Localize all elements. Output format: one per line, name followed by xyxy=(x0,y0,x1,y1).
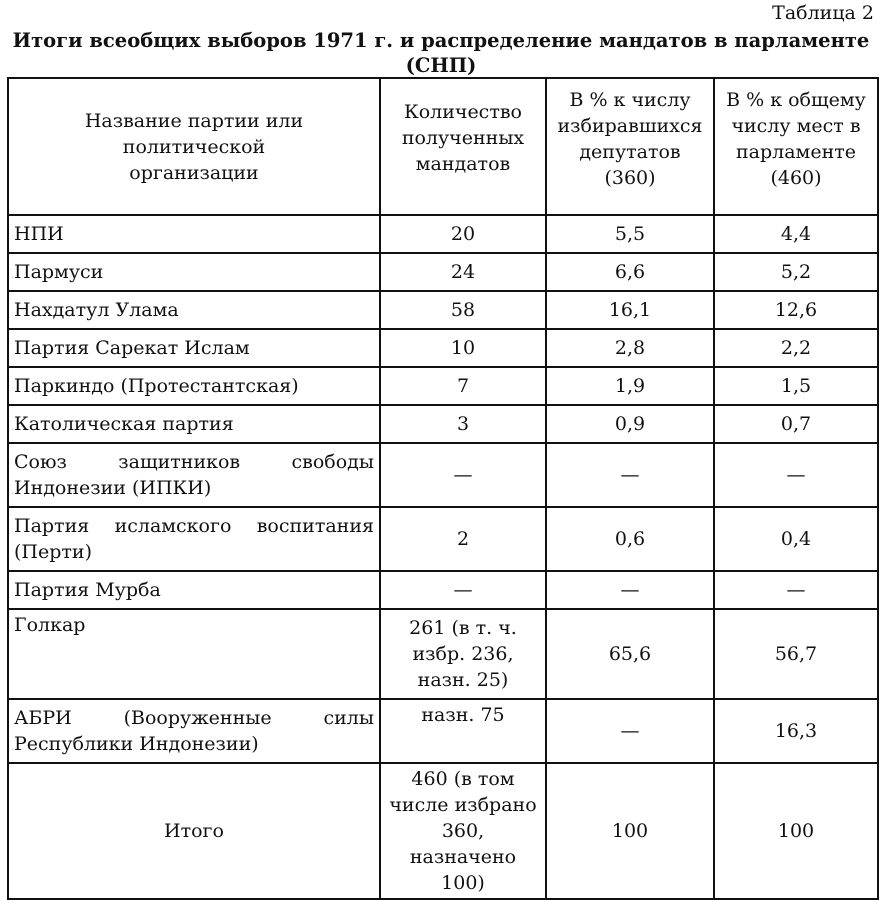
pct-total-cell: — xyxy=(714,571,878,609)
table-row xyxy=(8,571,878,609)
table-title xyxy=(0,28,882,78)
table-row xyxy=(8,253,878,291)
party-name: Партия Сарекат Ислам xyxy=(8,329,380,367)
pct-elected-cell: — xyxy=(546,571,714,609)
table-title-line-1: Итоги всеобщих выборов 1971 г. и распределение мандатов в парламенте xyxy=(12,29,870,52)
table-row xyxy=(8,367,878,405)
pct-total-cell: 0,4 xyxy=(714,507,878,571)
pct-total-cell: 16,3 xyxy=(714,699,878,763)
party-name: НПИ xyxy=(8,215,380,253)
party-name: Союз защитников свободы Индонезии (ИПКИ) xyxy=(8,443,380,507)
pct-total-cell: 5,2 xyxy=(714,253,878,291)
pct-elected-cell: 2,8 xyxy=(546,329,714,367)
header-pct-elected: В % к числу избиравшихся депутатов (360) xyxy=(546,78,714,215)
pct-total-cell: 12,6 xyxy=(714,291,878,329)
table-title-line-2: (СНП) xyxy=(405,54,477,77)
pct-elected-cell: — xyxy=(546,443,714,507)
pct-elected-cell: 0,6 xyxy=(546,507,714,571)
table-row xyxy=(8,291,878,329)
mandates-cell: 261 (в т. ч. избр. 236, назн. 25) xyxy=(380,609,546,699)
election-results-table xyxy=(7,77,879,900)
table-row xyxy=(8,699,878,763)
party-name: Партия исламского воспитания (Перти) xyxy=(8,507,380,571)
party-name: Католическая партия xyxy=(8,405,380,443)
pct-total-cell: 56,7 xyxy=(714,609,878,699)
mandates-cell: 2 xyxy=(380,507,546,571)
pct-total-cell: 2,2 xyxy=(714,329,878,367)
table-number-label: Таблица 2 xyxy=(772,2,874,24)
mandates-cell: 460 (в том числе избрано 360, назначено 100) xyxy=(380,763,546,899)
pct-elected-cell: 0,9 xyxy=(546,405,714,443)
pct-elected-cell: 6,6 xyxy=(546,253,714,291)
mandates-cell: назн. 75 xyxy=(380,699,546,763)
pct-total-cell: — xyxy=(714,443,878,507)
header-mandates: Количество полученных мандатов xyxy=(380,78,546,215)
pct-elected-cell: 16,1 xyxy=(546,291,714,329)
table-row xyxy=(8,215,878,253)
table-row xyxy=(8,609,878,699)
pct-total-cell: 1,5 xyxy=(714,367,878,405)
table-row xyxy=(8,507,878,571)
table-row-total xyxy=(8,763,878,899)
party-name: АБРИ (Вооруженные силы Республики Индонезии) xyxy=(8,699,380,763)
header-row xyxy=(8,78,878,215)
mandates-cell: 3 xyxy=(380,405,546,443)
mandates-cell: 10 xyxy=(380,329,546,367)
pct-total-cell: 0,7 xyxy=(714,405,878,443)
mandates-cell: — xyxy=(380,571,546,609)
party-name: Голкар xyxy=(8,609,380,699)
party-name: Паркиндо (Протестантская) xyxy=(8,367,380,405)
table-row xyxy=(8,405,878,443)
header-party: Название партии или политической организации xyxy=(8,78,380,215)
pct-total-cell: 100 xyxy=(714,763,878,899)
pct-elected-cell: 5,5 xyxy=(546,215,714,253)
party-name: Партия Мурба xyxy=(8,571,380,609)
pct-total-cell: 4,4 xyxy=(714,215,878,253)
header-pct-total: В % к общему числу мест в парламенте (460) xyxy=(714,78,878,215)
pct-elected-cell: — xyxy=(546,699,714,763)
pct-elected-cell: 65,6 xyxy=(546,609,714,699)
pct-elected-cell: 1,9 xyxy=(546,367,714,405)
table-row xyxy=(8,329,878,367)
total-label: Итого xyxy=(8,763,380,899)
table-row xyxy=(8,443,878,507)
pct-elected-cell: 100 xyxy=(546,763,714,899)
mandates-cell: 20 xyxy=(380,215,546,253)
party-name: Нахдатул Улама xyxy=(8,291,380,329)
mandates-cell: — xyxy=(380,443,546,507)
mandates-cell: 58 xyxy=(380,291,546,329)
mandates-cell: 24 xyxy=(380,253,546,291)
mandates-cell: 7 xyxy=(380,367,546,405)
party-name: Пармуси xyxy=(8,253,380,291)
